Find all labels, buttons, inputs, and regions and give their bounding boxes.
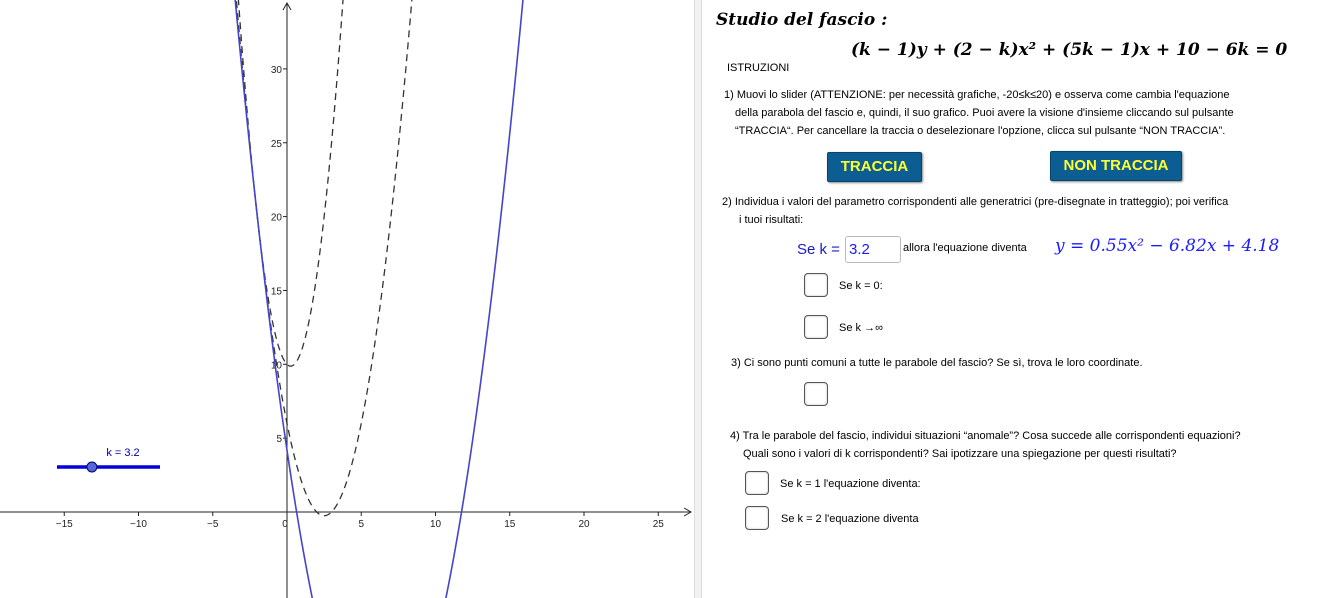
x-tick-label: 5 <box>358 519 365 530</box>
k-value-input[interactable] <box>845 236 901 263</box>
se-k-label: Se k = <box>797 241 840 258</box>
step2-line1: 2) Individua i valori del parametro corrispondenti alle generatrici (pre-disegnate in tratteggio); poi verifica <box>722 196 1229 208</box>
panel-divider[interactable] <box>694 0 702 598</box>
family-parabola[interactable] <box>231 0 528 598</box>
allora-text: allora l'equazione diventa <box>903 242 1027 254</box>
non-traccia-button[interactable]: NON TRACCIA <box>1050 151 1182 181</box>
y-tick-label: 5 <box>276 434 282 446</box>
x-tick-label: 25 <box>652 519 664 530</box>
step3-text: 3) Ci sono punti comuni a tutte le parabole del fascio? Se sì, trova le loro coordinate. <box>731 357 1143 369</box>
step1-line3: “TRACCIA“. Per cancellare la traccia o deselezionare l'opzione, clicca sul pulsante “NON TRACCIA”. <box>735 125 1226 137</box>
x-tick-label: 0 <box>282 519 288 530</box>
instructions-panel <box>702 0 1334 598</box>
title: Studio del fascio : <box>716 10 888 30</box>
k-slider-handle[interactable] <box>87 462 97 472</box>
y-tick-label: 30 <box>270 64 282 76</box>
checkbox-k2[interactable] <box>745 506 769 530</box>
y-tick-label: 15 <box>270 286 282 298</box>
checkbox-common-points[interactable] <box>804 382 828 406</box>
generatrix-parabola <box>233 0 417 516</box>
label-k0: Se k = 0: <box>839 280 883 292</box>
label-k1: Se k = 1 l'equazione diventa: <box>780 478 921 490</box>
x-tick-label: 20 <box>578 519 590 530</box>
x-tick-label: −10 <box>130 519 147 530</box>
x-tick-label: 10 <box>429 519 442 530</box>
step4-line1: 4) Tra le parabole del fascio, individui situazioni “anomale”? Cosa succede alle corrispondenti equazioni? <box>730 430 1241 442</box>
x-tick-label: −5 <box>207 519 219 530</box>
checkbox-kinf[interactable] <box>804 315 828 339</box>
slider-label: k = 3.2 <box>106 447 140 459</box>
x-tick-label: 15 <box>504 519 516 530</box>
instructions-heading: ISTRUZIONI <box>727 62 790 74</box>
checkbox-k1[interactable] <box>745 471 769 495</box>
x-tick-label: −15 <box>55 519 73 530</box>
label-kinf: Se k →∞ <box>839 322 883 334</box>
step4-line2: Quali sono i valori di k corrispondenti? Sai ipotizzare una spiegazione per questi risultati? <box>743 448 1177 460</box>
y-tick-label: 20 <box>270 212 282 224</box>
y-tick-label: 10 <box>270 360 282 372</box>
family-formula: (k − 1)y + (2 − k)x² + (5k − 1)x + 10 − 6k = 0 <box>851 40 1288 60</box>
current-equation: y = 0.55x² − 6.82x + 4.18 <box>1055 236 1280 256</box>
step2-line2: i tuoi risultati: <box>739 214 804 226</box>
step1-line2: della parabola del fascio e, quindi, il suo grafico. Puoi avere la visione d'insieme cliccando sul pulsante <box>735 107 1234 119</box>
label-k2: Se k = 2 l'equazione diventa <box>781 513 919 525</box>
checkbox-k0[interactable] <box>804 273 828 297</box>
y-tick-label: 25 <box>270 138 282 150</box>
generatrix-parabola <box>235 0 346 366</box>
traccia-button[interactable]: TRACCIA <box>827 152 922 182</box>
step1-line1: 1) Muovi lo slider (ATTENZIONE: per necessità grafiche, -20≤k≤20) e osserva come cambia l'equazione <box>724 89 1230 101</box>
